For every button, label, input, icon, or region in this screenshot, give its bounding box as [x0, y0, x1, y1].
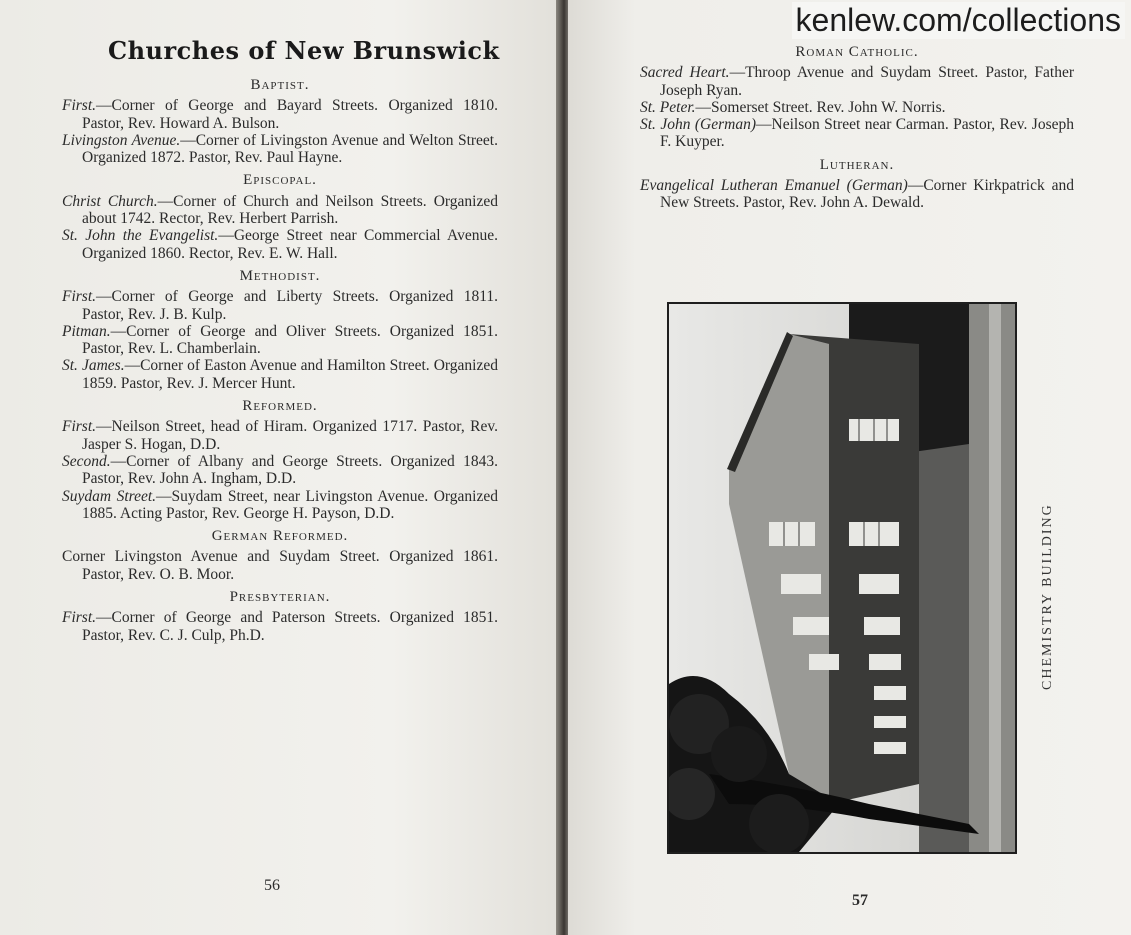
church-entry: [62, 132, 498, 167]
church-entry: [62, 97, 498, 132]
left-page: [0, 0, 560, 935]
denomination-heading: Presbyterian.: [229, 589, 331, 606]
church-details: —Corner of George and Liberty Streets. Organized 1811. Pastor, Rev. J. B. Kulp.: [82, 288, 498, 323]
church-entry: [640, 64, 1074, 99]
church-name: Livingston Avenue.: [62, 131, 181, 149]
denomination-heading: Reformed.: [242, 398, 318, 415]
church-name: Evangelical Lutheran Emanuel (German): [640, 177, 908, 195]
chemistry-building-photo: [667, 302, 1017, 854]
church-details: —Neilson Street, head of Hiram. Organized 1717. Pastor, Rev. Jasper S. Hogan, D.D.: [82, 418, 498, 453]
church-entry: [62, 323, 498, 358]
church-details: —Throop Avenue and Suydam Street. Pastor, Father Joseph Ryan.: [660, 64, 1074, 99]
church-details: —Corner of Albany and George Streets. Organized 1843. Pastor, Rev. John A. Ingham, D.D.: [82, 452, 498, 488]
denomination-heading: Episcopal.: [243, 172, 317, 189]
building-image: [669, 304, 1015, 852]
church-name: St. John (German): [640, 116, 757, 134]
church-entry: [640, 99, 1074, 116]
church-name: First.: [62, 97, 97, 115]
denomination-heading: Lutheran.: [819, 156, 895, 173]
page-heading: Churches of New Brunswick: [108, 36, 500, 65]
church-name: St. James.: [62, 357, 125, 375]
church-name: St. Peter.: [640, 98, 696, 116]
church-details: —Corner of Church and Neilson Streets. Organized about 1742. Rector, Rev. Herbert Parrish.: [82, 192, 498, 228]
church-name: First.: [62, 418, 97, 436]
church-name: Christ Church.: [62, 192, 158, 210]
church-entry: [62, 453, 498, 488]
church-name: St. John the Evangelist.: [62, 227, 219, 245]
church-entry: [62, 609, 498, 644]
page-number-right: 57: [852, 892, 868, 909]
right-church-list: [640, 44, 1074, 212]
church-details: —Corner of George and Paterson Streets. Organized 1851. Pastor, Rev. C. J. Culp, Ph.D.: [82, 609, 498, 644]
photo-caption: CHEMISTRY BUILDING: [1040, 503, 1055, 690]
church-entry: [62, 193, 498, 228]
church-entry: [62, 548, 498, 583]
church-details: —Neilson Street near Carman. Pastor, Rev. Joseph F. Kuyper.: [660, 116, 1074, 151]
church-name: First.: [62, 609, 97, 627]
watermark: kenlew.com/collections: [792, 2, 1125, 39]
church-details: —Suydam Street, near Livingston Avenue. Organized 1885. Acting Pastor, Rev. George H. Payson, D.D.: [82, 487, 498, 522]
church-name: Suydam Street.: [62, 487, 157, 505]
church-entry: [62, 418, 498, 453]
church-entry: [62, 227, 498, 262]
church-name: Sacred Heart.: [640, 64, 730, 82]
church-name: Second.: [62, 452, 111, 470]
church-name: First.: [62, 288, 97, 306]
church-details: —George Street near Commercial Avenue. Organized 1860. Rector, Rev. E. W. Hall.: [82, 227, 498, 262]
church-details: —Corner of George and Bayard Streets. Organized 1810. Pastor, Rev. Howard A. Bulson.: [82, 97, 498, 132]
church-name: Pitman.: [62, 322, 111, 340]
denomination-heading: Baptist.: [250, 77, 310, 93]
denomination-heading: Methodist.: [239, 267, 321, 284]
church-details: Corner Livingston Avenue and Suydam Street. Organized 1861. Pastor, Rev. O. B. Moor.: [62, 548, 498, 583]
church-details: —Corner of Easton Avenue and Hamilton Street. Organized 1859. Pastor, Rev. J. Mercer Hunt.: [82, 357, 498, 392]
church-details: —Corner Kirkpatrick and New Streets. Pastor, Rev. John A. Dewald.: [660, 177, 1074, 212]
church-details: —Corner of George and Oliver Streets. Organized 1851. Pastor, Rev. L. Chamberlain.: [82, 322, 498, 358]
denomination-heading: German Reformed.: [211, 528, 349, 545]
church-details: —Corner of Livingston Avenue and Welton Street. Organized 1872. Pastor, Rev. Paul Hayne.: [82, 131, 498, 167]
page-number-left: 56: [264, 877, 280, 894]
left-church-list: [62, 77, 498, 644]
church-entry: [62, 357, 498, 392]
church-entry: [62, 288, 498, 323]
church-details: —Somerset Street. Rev. John W. Norris.: [695, 98, 946, 116]
church-entry: [62, 488, 498, 523]
church-entry: [640, 177, 1074, 212]
church-entry: [640, 116, 1074, 151]
denomination-heading: Roman Catholic.: [795, 44, 919, 60]
